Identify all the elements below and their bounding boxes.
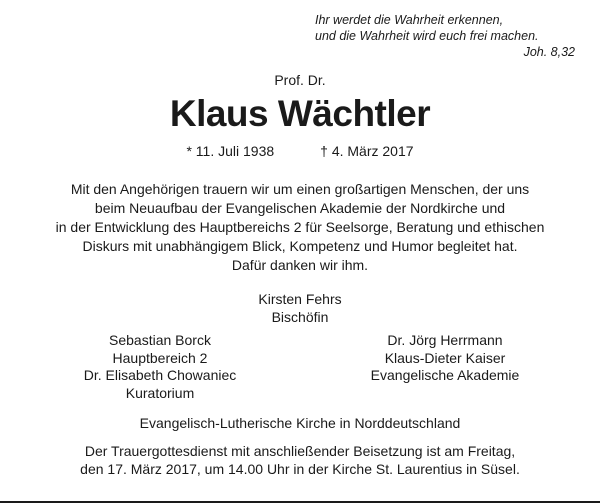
tribute-line: Diskurs mit unabhängigem Blick, Kompetenz und Humor begleitet hat. [82,238,518,254]
signatory-line: Dr. Jörg Herrmann [387,332,503,348]
tribute-line: beim Neuaufbau der Evangelischen Akademie der Nordkirche und [94,200,506,216]
bishop-title: Bischöfin [271,308,329,325]
signatory-line: Klaus-Dieter Kaiser [384,349,506,366]
tribute-line: Dafür danken wir ihm. [231,257,369,273]
signatories-left [40,332,280,402]
signatory-line: Sebastian Borck [109,332,211,348]
funeral-service-info [0,442,600,478]
signatory-line: Kuratorium [125,384,195,401]
signatories-right [320,332,570,385]
verse-line-1: Ihr werdet die Wahrheit erkennen, [315,13,504,27]
verse-reference: Joh. 8,32 [523,45,575,59]
bishop-signature [0,291,600,326]
honorific-title: Prof. Dr. [274,72,326,88]
verse-line-2: und die Wahrheit wird euch frei machen. [315,29,539,43]
deceased-name: Klaus Wächtler [169,93,431,134]
tribute-line: Mit den Angehörigen trauern wir um einen großartigen Menschen, der uns [70,181,530,197]
signatory-line: Hauptbereich 2 [112,349,208,366]
death-date: † 4. März 2017 [320,143,414,159]
service-line-2: den 17. März 2017, um 14.00 Uhr in der Kirche St. Laurentius in Süsel. [80,461,520,477]
birth-date: * 11. Juli 1938 [186,143,275,159]
bible-verse [315,12,575,60]
life-dates [0,143,600,159]
service-line-1: Der Trauergottesdienst mit anschließender Beisetzung ist am Freitag, [84,443,516,459]
tribute-line: in der Entwicklung des Hauptbereichs 2 für Seelsorge, Beratung und ethischen [55,219,545,235]
church-name: Evangelisch-Lutherische Kirche in Norddeutschland [139,415,461,431]
signatory-line: Dr. Elisabeth Chowaniec [83,367,237,383]
bishop-name: Kirsten Fehrs [258,291,342,307]
signatory-line: Evangelische Akademie [370,367,520,383]
tribute-text [10,180,590,275]
